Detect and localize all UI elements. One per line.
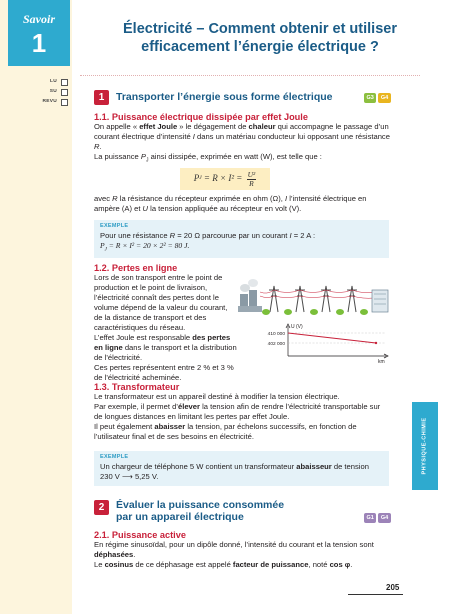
x-axis-label: km [378, 359, 385, 364]
example-box-1: EXEMPLE Pour une résistance R = 20 Ω parcourue par un courant I = 2 A : $P_J = R \times I^2 = 20 \times 2^2 = 80$ J. [94, 220, 389, 258]
badge-g3: G3 [364, 93, 376, 103]
power-line-illustration [238, 268, 396, 364]
section-1-title: Transporter l’énergie sous forme électrique [116, 91, 333, 104]
subject-side-tab [412, 402, 438, 490]
section-2-title: Évaluer la puissance consommée par un appareil électrique [116, 499, 285, 524]
savoir-box [8, 0, 70, 66]
formula-legend: avec R la résistance du récepteur exprimée en ohm (Ω), I l’intensité électrique en ampère (A) et U la tension appliquée au récepteur en volt (V). [94, 194, 367, 214]
check-row-revu: REVU [26, 97, 68, 107]
example-label: EXEMPLE [100, 223, 129, 229]
section-2-badges [364, 513, 391, 523]
power-wires [260, 290, 374, 298]
subsection-1-3-title: 1.3. Transformateur [94, 382, 180, 392]
example-label: EXEMPLE [100, 454, 129, 460]
subsection-2-1-text: En régime sinusoïdal, pour un dipôle donné, l’intensité du courant et la tension sont déphasées. Le cosinus de ce déphasage est appelé facteur de puissance, noté cos φ. [94, 540, 374, 570]
checkbox-su[interactable] [61, 89, 68, 96]
paragraph: La puissance $P_J$ ainsi dissipée, exprimée en watt (W), est telle que : [94, 152, 322, 164]
subsection-1-2-text: Lors de son transport entre le point de production et le point de livraison, l’électricité connaît des pertes dont le volume dépend de la valeur du courant, de la distance de transport et des caractéristiques du réseau. L’effet Joule est responsable des pertes en ligne dans le transport et la distribution de l’électricité. Ces pertes représentent entre 2 % et 3 % de l’électricité acheminée. [94, 273, 237, 383]
page-number-rule [348, 594, 403, 595]
page-number: 205 [386, 583, 400, 592]
pylon-icons [269, 286, 357, 312]
example-box-2: EXEMPLE Un chargeur de téléphone 5 W contient un transformateur abaisseur de tension 230 V ⟶ 5,25 V. [94, 451, 389, 486]
title-divider [80, 75, 420, 76]
tick-402000: 402 000 [267, 342, 285, 347]
subsection-1-3-text: Le transformateur est un appareil destiné à modifier la tension électrique. Par exemple, il permet d’élever la tension afin de rendre l’électricité transportable sur de longues distances en limitant les pertes par effet Joule. Il peut également abaisser la tension, par échelons successifs, en fonction de l’utilisateur final et de ses besoins en électricité. [94, 392, 381, 442]
chapter-title: Électricité – Comment obtenir et utiliser efficacement l’énergie électrique ? [123, 21, 397, 56]
progress-checklist [26, 77, 68, 107]
section-2-number: 2 [94, 500, 109, 515]
checkbox-lu[interactable] [61, 79, 68, 86]
savoir-label: Savoir [22, 12, 55, 26]
section-1-badges [364, 93, 391, 103]
paragraph: On appelle « effet Joule » le dégagement de chaleur qui accompagne le passage d’un courant électrique d’intensité I dans un matériau conducteur lui opposant une résistance R. [94, 122, 390, 152]
badge-g4: G4 [378, 513, 390, 523]
subsection-1-2-title: 1.2. Pertes en ligne [94, 263, 178, 273]
tick-410000: 410 000 [267, 332, 285, 337]
formula-joule: P J = R × I² = $\frac{\text{U²}}{R}$ [180, 168, 270, 190]
savoir-number: 1 [31, 27, 47, 58]
check-row-su: SU [26, 87, 68, 97]
section-1-number: 1 [94, 90, 109, 105]
check-row-lu: LU [26, 77, 68, 87]
subsection-1-1-text [94, 122, 394, 164]
section-1-header [94, 90, 333, 105]
power-plant-icon [238, 279, 262, 312]
badge-g1: G1 [364, 513, 376, 523]
side-tab-label: PHYSIQUE-CHIMIE [421, 417, 428, 475]
section-2-header [94, 499, 284, 523]
subsection-1-1-title: 1.1. Puissance électrique dissipée par effet Joule [94, 112, 308, 122]
substation-icon [372, 290, 388, 312]
subsection-2-1-title: 2.1. Puissance active [94, 530, 186, 540]
badge-g4: G4 [378, 93, 390, 103]
y-axis-label: U (V) [291, 324, 303, 330]
checkbox-revu[interactable] [61, 99, 68, 106]
